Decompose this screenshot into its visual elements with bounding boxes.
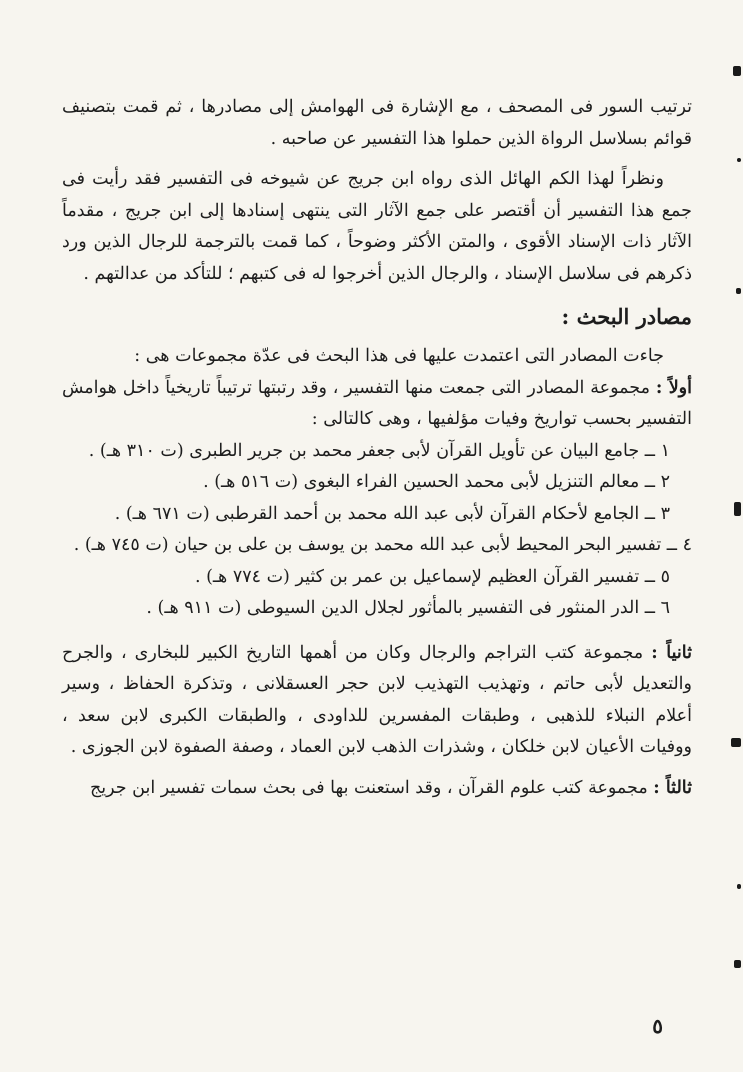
scan-mark [736, 288, 741, 294]
source-list-item-2: ٢ ــ معالم التنزيل لأبى محمد الحسين الفراء البغوى (ت ٥١٦ هـ) . [203, 472, 670, 492]
source-list-item-6: ٦ ــ الدر المنثور فى التفسير بالمأثور لجلال الدين السيوطى (ت ٩١١ هـ) . [146, 598, 670, 618]
page-number: ٥ [652, 1014, 663, 1038]
group-2-paragraph [62, 638, 692, 764]
intro-paragraph-1: ترتيب السور فى المصحف ، مع الإشارة فى الهوامش إلى مصادرها ، ثم قمت بتصنيف قوائم بسلاسل الرواة الذين حملوا هذا التفسير عن صاحبه . [62, 97, 692, 149]
group-2-text: مجموعة كتب التراجم والرجال وكان من أهمها التاريخ الكبير للبخارى ، والجرح والتعديل لأبى حاتم ، وتهذيب التهذيب لابن حجر العسقلانى ، وتذكرة الحفاظ ، وسير أعلام النبلاء للذهبى ، وطبقات المفسرين للداودى ، والطبقات الكبرى لابن سعد ، ووفيات الأعيان لابن خلكان ، وشذرات الذهب لابن العماد ، وصفة الصفوة لابن الجوزى . [62, 642, 692, 757]
source-list-item-4: ٤ ــ تفسير البحر المحيط لأبى عبد الله محمد بن يوسف بن على بن حيان (ت ٧٤٥ هـ) . [73, 535, 692, 555]
source-list-item-3: ٣ ــ الجامع لأحكام القرآن لأبى عبد الله محمد بن أحمد القرطبى (ت ٦٧١ هـ) . [114, 503, 670, 524]
scan-mark [737, 158, 741, 162]
section-heading-sources: مصادر البحث : [561, 304, 692, 329]
source-list-item-5: ٥ ــ تفسير القرآن العظيم لإسماعيل بن عمر بن كثير (ت ٧٧٤ هـ) . [194, 566, 670, 587]
group-1-lead: أولاً : [655, 377, 692, 398]
intro-paragraph-2: ونظراً لهذا الكم الهائل الذى رواه ابن جريج عن شيوخه فى التفسير فقد رأيت فى جمع هذا التفسير أن أقتصر على جمع الآثار التى ينتهى إسنادها إلى ابن جريج ، مقدماً الآثار ذات الإسناد الأقوى ، والمتن الأكثر وضوحاً ، كما قمت بالترجمة للرجال الذين ورد ذكرهم فى سلاسل الإسناد ، والرجال الذين أخرجوا له فى كتبهم ؛ للتأكد من عدالتهم . [62, 169, 692, 284]
scan-mark [737, 884, 741, 889]
group-3-lead: ثالثاً : [653, 777, 692, 798]
scan-mark [731, 738, 741, 747]
group-3-paragraph [62, 773, 692, 805]
group-3-text: مجموعة كتب علوم القرآن ، وقد استعنت بها فى بحث سمات تفسير ابن جريج [89, 777, 648, 798]
group-2-lead: ثانياً : [651, 642, 692, 663]
group-1-paragraph [62, 373, 692, 436]
scan-mark [734, 960, 741, 968]
source-list-item-1: ١ ــ جامع البيان عن تأويل القرآن لأبى جعفر محمد بن جرير الطبرى (ت ٣١٠ هـ) . [88, 440, 670, 461]
sources-intro: جاءت المصادر التى اعتمدت عليها فى هذا البحث فى عدّة مجموعات هى : [134, 346, 664, 366]
document-page [62, 92, 692, 804]
scan-mark [733, 66, 741, 76]
scan-mark [734, 502, 741, 516]
group-1-text: مجموعة المصادر التى جمعت منها التفسير ، وقد رتبتها ترتيباً تاريخياً داخل هوامش التفسير بحسب تواريخ وفيات مؤلفيها ، وهى كالتالى : [62, 377, 692, 429]
